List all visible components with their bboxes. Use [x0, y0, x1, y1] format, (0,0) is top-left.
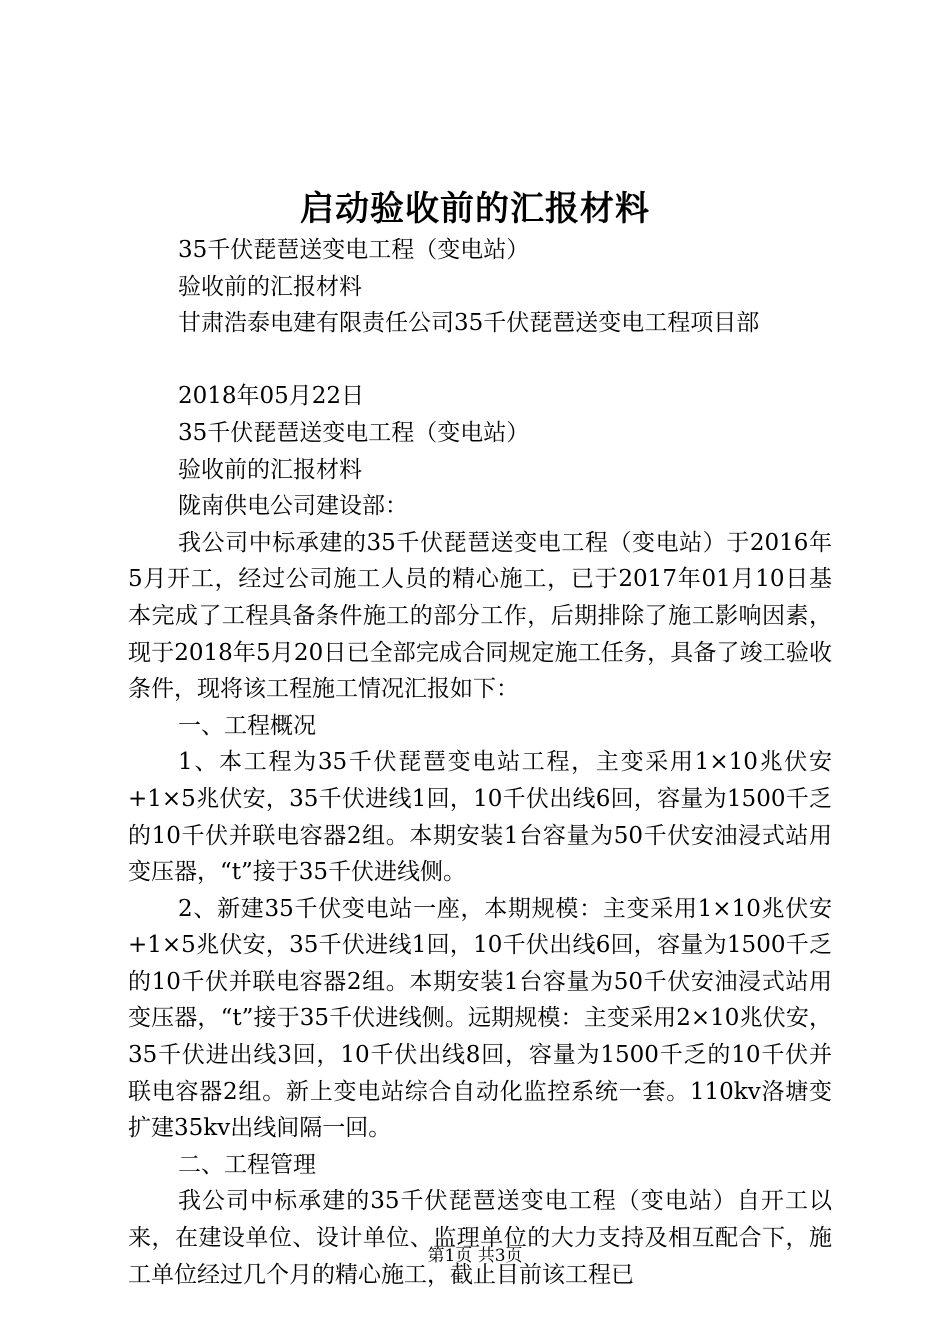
header-line-subject-repeat: 验收前的汇报材料 [178, 456, 362, 483]
section-heading-management: 二、工程管理 [178, 1151, 316, 1178]
document-body [128, 232, 832, 1293]
paragraph-intro: 我公司中标承建的35千伏琵琶送变电工程（变电站）于2016年5月开工，经过公司施工人员的精心施工，已于2017年01月10日基本完成了工程具备条件施工的部分工作，后期排除了施工影响因素，现于2018年5月20日已全部完成合同规定施工任务，具备了竣工验收条件，现将该工程施工情况汇报如下： [128, 529, 832, 703]
paragraph-management: 我公司中标承建的35千伏琵琶送变电工程（变电站）自开工以来，在建设单位、设计单位、监理单位的大力支持及相互配合下，施工单位经过几个月的精心施工，截止目前该工程已 [128, 1188, 832, 1288]
header-line-project: 35千伏琵琶送变电工程（变电站） [178, 237, 530, 263]
header-line-project-repeat: 35千伏琵琶送变电工程（变电站） [178, 419, 530, 446]
blank-line [128, 342, 832, 379]
document-title: 启动验收前的汇报材料 [300, 189, 650, 229]
page-footer: 第1页 共3页 [427, 1246, 523, 1266]
header-line-company: 甘肃浩泰电建有限责任公司35千伏琵琶送变电工程项目部 [178, 310, 760, 337]
section-heading-overview: 一、工程概况 [178, 712, 316, 739]
header-line-subject: 验收前的汇报材料 [178, 273, 362, 300]
header-line-recipient: 陇南供电公司建设部： [178, 493, 408, 520]
header-line-date: 2018年05月22日 [178, 383, 365, 410]
paragraph-overview-1: 1、本工程为35千伏琵琶变电站工程，主变采用1×10兆伏安+1×5兆伏安，35千伏进线1回，10千伏出线6回，容量为1500千乏的10千伏并联电容器2组。本期安装1台容量为50千伏安油浸式站用变压器，“t”接于35千伏进线侧。 [128, 749, 832, 886]
paragraph-overview-2: 2、新建35千伏变电站一座，本期规模：主变采用1×10兆伏安+1×5兆伏安，35千伏进线1回，10千伏出线6回，容量为1500千乏的10千伏并联电容器2组。本期安装1台容量为50千伏安油浸式站用变压器，“t”接于35千伏进线侧。远期规模：主变采用2×10兆伏安，35千伏进出线3回，10千伏出线8回，容量为1500千乏的10千伏并联电容器2组。新上变电站综合自动化监控系统一套。110kv洛塘变扩建35kv出线间隔一回。 [128, 895, 832, 1142]
